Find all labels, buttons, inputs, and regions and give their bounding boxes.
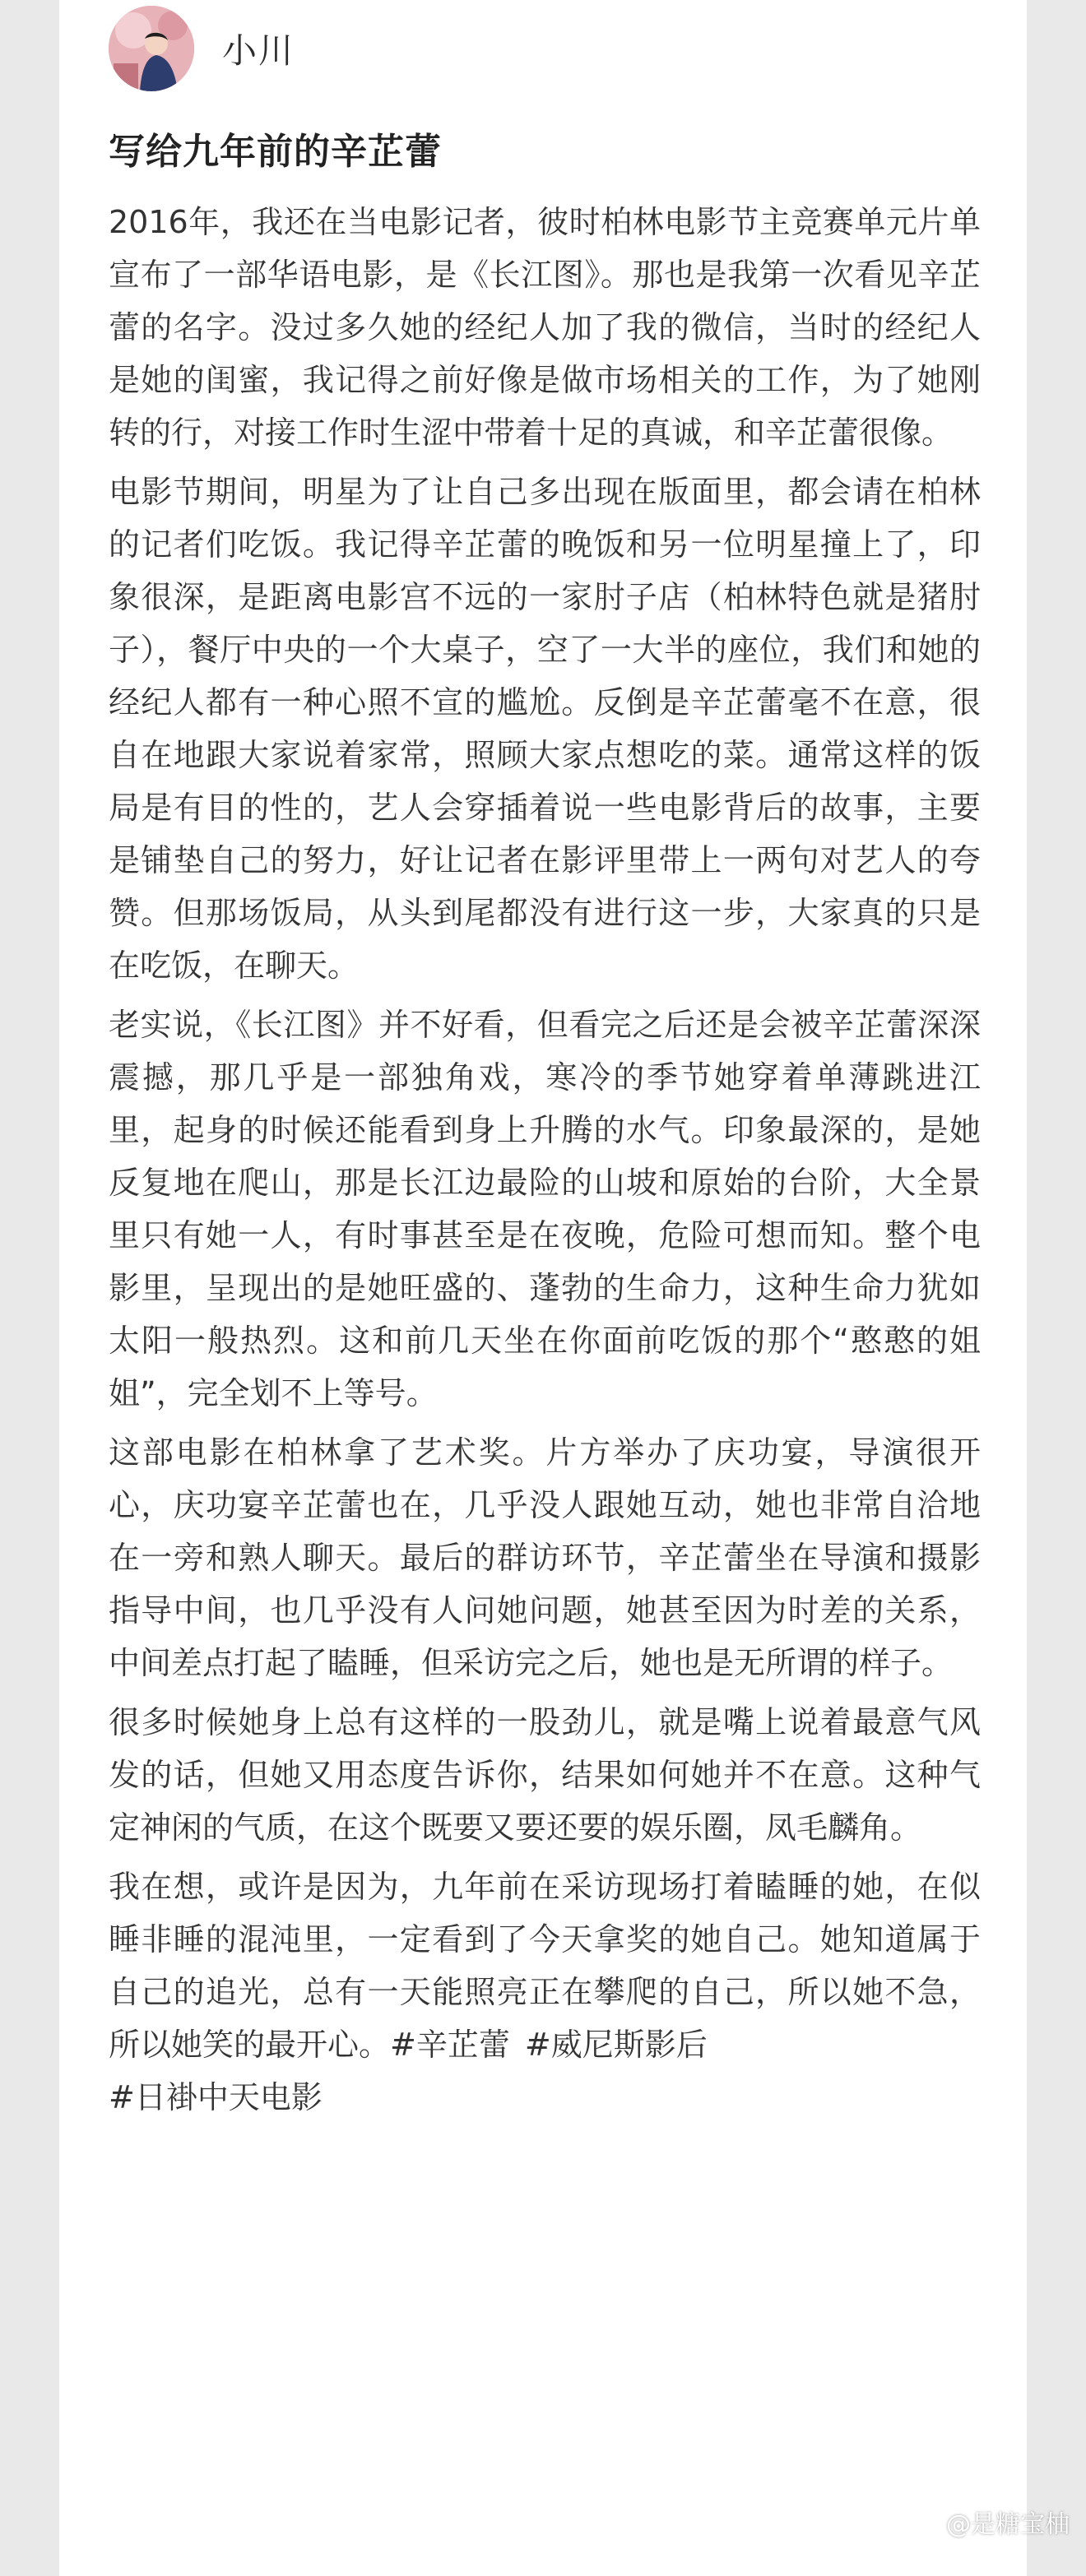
avatar-image-icon <box>109 6 194 91</box>
hashtag-link[interactable]: #威尼斯影后 <box>524 2027 708 2063</box>
post-header <box>109 0 295 97</box>
paragraph: 老实说，《长江图》并不好看，但看完之后还是会被辛芷蕾深深震撼，那几乎是一部独角戏，寒冷的季节她穿着单薄跳进江里，起身的时候还能看到身上升腾的水气。印象最深的，是她反复地在爬山，那是长江边最险的山坡和原始的台阶，大全景里只有她一人，有时事甚至是在夜晚，危险可想而知。整个电影里，呈现出的是她旺盛的、蓬勃的生命力，这种生命力犹如太阳一般热烈。这和前几天坐在你面前吃饭的那个“憨憨的姐姐”，完全划不上等号。 <box>109 1007 981 1411</box>
weibo-logo-icon <box>907 2509 940 2535</box>
post-card <box>59 0 1027 2576</box>
paragraph: 电影节期间，明星为了让自己多出现在版面里，都会请在柏林的记者们吃饭。我记得辛芷蕾的晚饭和另一位明星撞上了，印象很深，是距离电影宫不远的一家肘子店（柏林特色就是猪肘子），餐厅中央的一个大桌子，空了一大半的座位，我们和她的经纪人都有一种心照不宣的尴尬。反倒是辛芷蕾毫不在意，很自在地跟大家说着家常，照顾大家点想吃的菜。通常这样的饭局是有目的性的，艺人会穿插着说一些电影背后的故事，主要是铺垫自己的努力，好让记者在影评里带上一两句对艺人的夸赞。但那场饭局，从头到尾都没有进行这一步，大家真的只是在吃饭，在聊天。 <box>109 474 981 984</box>
paragraph-text: 我在想，或许是因为，九年前在采访现场打着瞌睡的她，在似睡非睡的混沌里，一定看到了今天拿奖的她自己。她知道属于自己的追光，总有一天能照亮正在攀爬的自己，所以她不急，所以她笑的最开心。 <box>109 1869 981 2063</box>
hashtag-link[interactable]: #日褂中天电影 <box>109 2079 323 2115</box>
avatar[interactable] <box>109 6 194 91</box>
paragraph: 很多时候她身上总有这样的一股劲儿，就是嘴上说着最意气风发的话，但她又用态度告诉你，结果如何她并不在意。这种气定神闲的气质，在这个既要又要还要的娱乐圈，凤毛麟角。 <box>109 1704 981 1846</box>
paragraph <box>109 1860 981 2124</box>
article-body <box>109 196 981 2130</box>
weibo-watermark <box>907 2504 1070 2540</box>
watermark-text: @是糖宝柚 <box>946 2510 1070 2539</box>
paragraph: 这部电影在柏林拿了艺术奖。片方举办了庆功宴，导演很开心，庆功宴辛芷蕾也在，几乎没人跟她互动，她也非常自洽地在一旁和熟人聊天。最后的群访环节，辛芷蕾坐在导演和摄影指导中间，也几乎没有人问她问题，她甚至因为时差的关系，中间差点打起了瞌睡，但采访完之后，她也是无所谓的样子。 <box>109 1434 981 1681</box>
hashtag-link[interactable]: #辛芷蕾 <box>390 2027 510 2063</box>
post-title: 写给九年前的辛芷蕾 <box>109 131 442 173</box>
paragraph: 2016年，我还在当电影记者，彼时柏林电影节主竞赛单元片单宣布了一部华语电影，是《长江图》。那也是我第一次看见辛芷蕾的名字。没过多久她的经纪人加了我的微信，当时的经纪人是她的闺蜜，我记得之前好像是做市场相关的工作，为了她刚转的行，对接工作时生涩中带着十足的真诚，和辛芷蕾很像。 <box>109 204 981 451</box>
username[interactable]: 小川 <box>222 30 295 71</box>
